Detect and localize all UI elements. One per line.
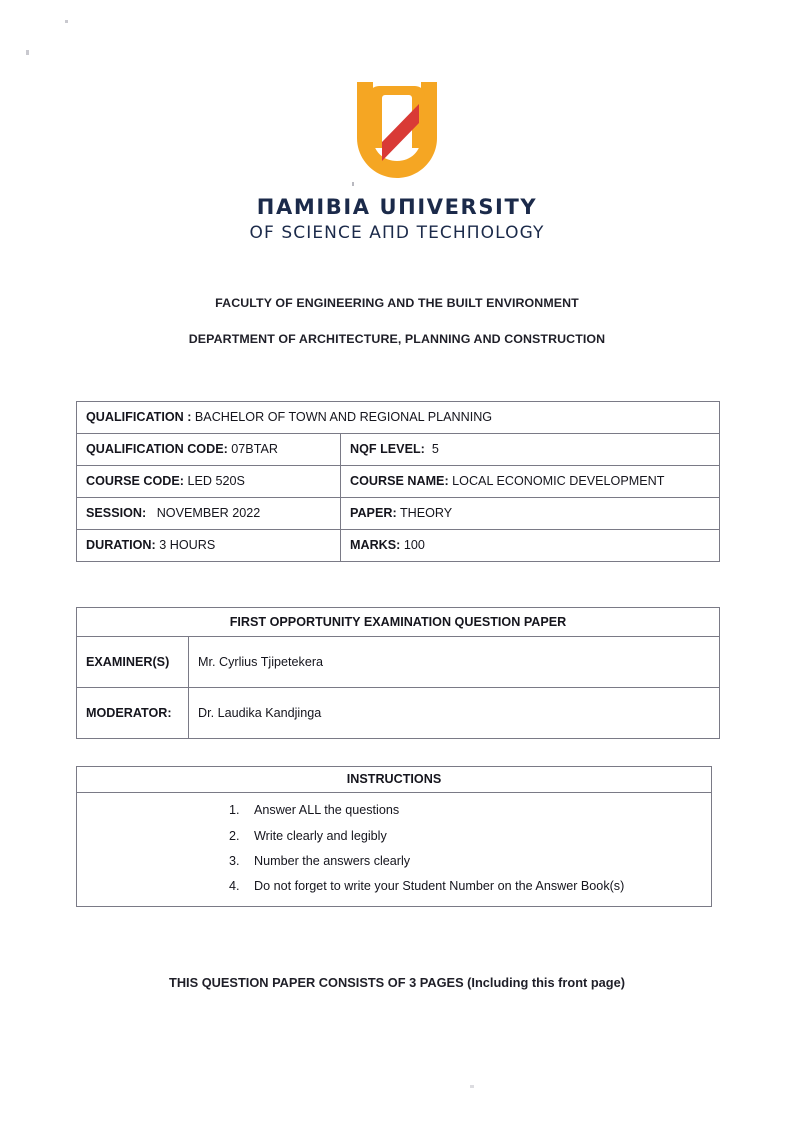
table-row	[77, 498, 720, 530]
qualification-code-value: 07BTAR	[231, 442, 278, 457]
qualification-code-cell	[77, 434, 341, 466]
moderator-label-text: MODERATOR:	[86, 706, 172, 721]
paper-value: THEORY	[399, 506, 453, 521]
qualification-value: BACHELOR OF TOWN AND REGIONAL PLANNING	[194, 410, 493, 425]
table-row	[77, 402, 720, 434]
faculty-heading: FACULTY OF ENGINEERING AND THE BUILT ENVIRONMENT	[215, 296, 579, 310]
paper-cell	[341, 498, 720, 530]
table-row	[77, 793, 712, 906]
duration-value: 3 HOURS	[159, 538, 216, 553]
examiner-table	[76, 607, 720, 739]
moderator-value: Dr. Laudika Kandjinga	[189, 688, 720, 739]
list-item-text: Answer ALL the questions	[254, 803, 400, 818]
examiner-value: Mr. Cyrlius Tjipetekera	[189, 637, 720, 688]
nqf-level-label: NQF LEVEL:	[350, 442, 425, 457]
course-name-cell	[341, 466, 720, 498]
marks-cell	[341, 530, 720, 562]
duration-cell	[77, 530, 341, 562]
table-row	[77, 434, 720, 466]
examiner-label-text: EXAMINER(S)	[86, 655, 170, 670]
moderator-label	[77, 688, 189, 739]
table-row	[77, 688, 720, 739]
exam-paper-title: FIRST OPPORTUNITY EXAMINATION QUESTION PAPER	[77, 608, 720, 637]
table-row	[77, 637, 720, 688]
nqf-level-cell	[341, 434, 720, 466]
course-code-value: LED 520S	[187, 474, 245, 489]
scan-artifact	[352, 182, 354, 186]
session-cell	[77, 498, 341, 530]
university-name-line2: OF SCIENCE AΠD TECHΠOLOGY	[249, 222, 545, 243]
list-item-text: Do not forget to write your Student Number on the Answer Book(s)	[254, 879, 625, 894]
course-name-value: LOCAL ECONOMIC DEVELOPMENT	[452, 474, 665, 489]
course-code-label: COURSE CODE:	[86, 474, 184, 489]
list-item-number: 4.	[229, 879, 240, 894]
instructions-table	[76, 766, 712, 907]
qualification-label: QUALIFICATION :	[86, 410, 192, 425]
table-row	[77, 466, 720, 498]
list-item-number: 2.	[229, 828, 240, 843]
paper-label: PAPER:	[350, 506, 397, 521]
duration-label: DURATION:	[86, 538, 156, 553]
university-name-line1: ΠAMIBIA UΠIVERSITY	[256, 195, 538, 219]
examiner-label	[77, 637, 189, 688]
table-row	[77, 608, 720, 637]
list-item-number: 1.	[229, 803, 240, 818]
qualification-cell	[77, 402, 720, 434]
page-count-footer: THIS QUESTION PAPER CONSISTS OF 3 PAGES (Including this front page)	[169, 975, 625, 990]
nqf-level-value: 5	[431, 442, 439, 457]
instructions-body	[77, 793, 712, 906]
marks-label: MARKS:	[350, 538, 401, 553]
list-item	[86, 878, 702, 894]
nust-shield-logo-icon	[351, 78, 443, 178]
list-item	[86, 802, 702, 818]
list-item-number: 3.	[229, 854, 240, 869]
marks-value: 100	[403, 538, 425, 553]
scan-artifact	[26, 50, 29, 55]
scan-artifact	[65, 20, 68, 23]
list-item	[86, 853, 702, 869]
qualification-table	[76, 401, 720, 562]
course-code-cell	[77, 466, 341, 498]
scan-artifact	[470, 1085, 474, 1088]
instructions-list	[86, 802, 702, 894]
course-name-label: COURSE NAME:	[350, 474, 449, 489]
list-item-text: Number the answers clearly	[254, 854, 411, 869]
session-label: SESSION:	[86, 506, 147, 521]
table-row	[77, 530, 720, 562]
table-row	[77, 767, 712, 793]
university-logo-block	[0, 78, 794, 245]
department-heading: DEPARTMENT OF ARCHITECTURE, PLANNING AND CONSTRUCTION	[188, 332, 606, 346]
qualification-code-label: QUALIFICATION CODE:	[86, 442, 228, 457]
instructions-title: INSTRUCTIONS	[77, 767, 712, 793]
session-value: NOVEMBER 2022	[156, 506, 261, 521]
list-item-text: Write clearly and legibly	[254, 828, 387, 843]
list-item	[86, 828, 702, 844]
